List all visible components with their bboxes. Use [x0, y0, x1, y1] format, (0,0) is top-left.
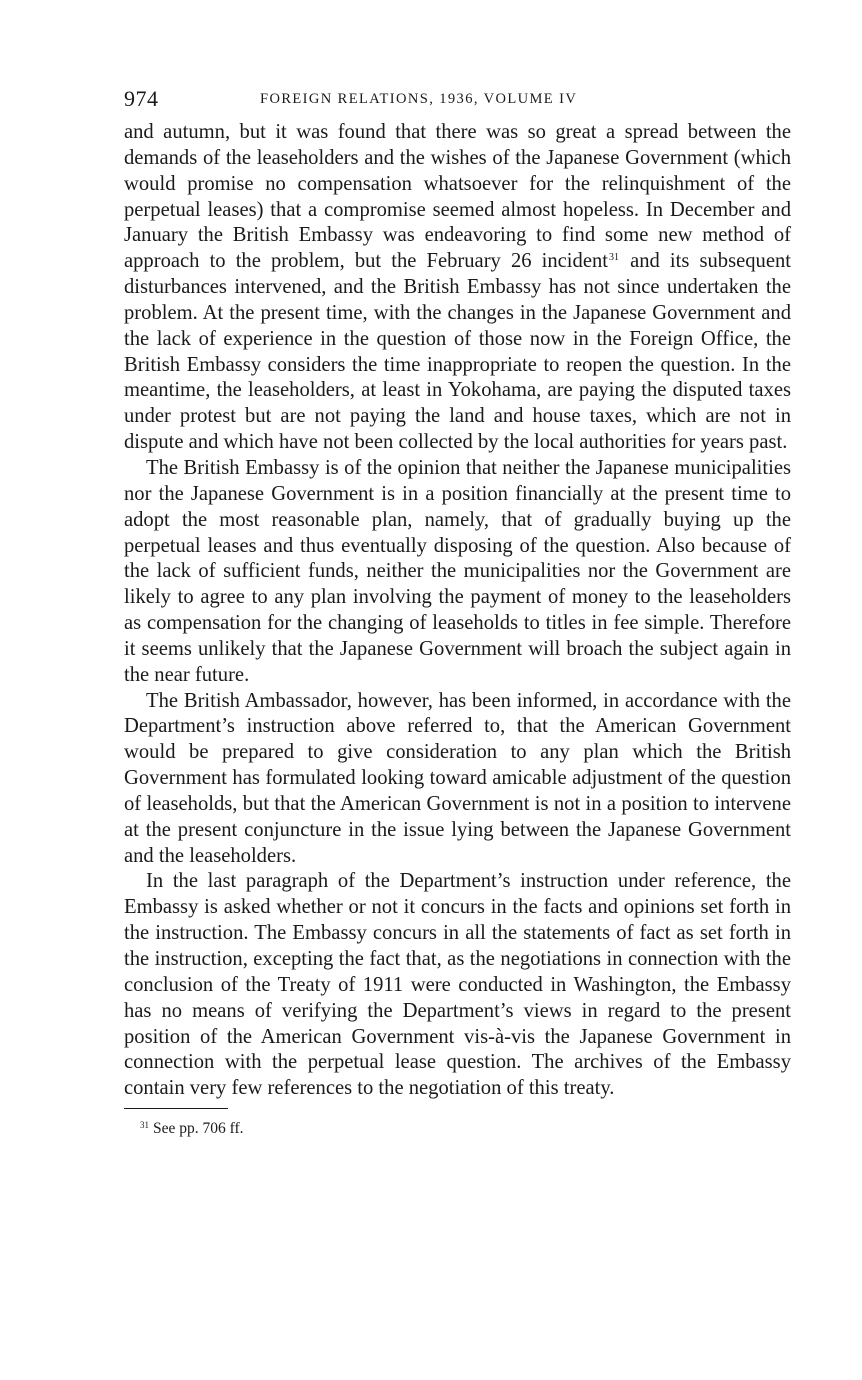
- footnote-marker: 31: [140, 1120, 149, 1131]
- running-head: [124, 86, 791, 116]
- paragraph-2: The British Embassy is of the opinion that neither the Japanese municipalities nor the Japanese Government is in a position financially at the present time to adopt the most reasonable plan, namely, that of gradually buying up the perpetual leases and thus eventually disposing of the question. Also because of the lack of sufficient funds, neither the municipalities nor the Government are likely to agree to any plan involving the payment of money to the leaseholders as compensation for the changing of leaseholds to titles in fee simple. Therefore it seems unlikely that the Japanese Government will broach the subject again in the near future.: [124, 456, 791, 686]
- footnote-divider: [124, 1108, 228, 1109]
- page-number: 974: [124, 86, 159, 111]
- paragraph-1-text-before-ref: and autumn, but it was found that there was so great a spread between the demands of the leaseholders and the wishes of the Japanese Government (which would promise no compensation whatsoever for the relinquishment of the perpetual leases) that a compromise seemed almost hopeless. In December and January the British Embassy was endeavoring to find some new method of approach to the problem, but the February 26 incident: [124, 121, 791, 273]
- footnote: [140, 1119, 791, 1139]
- running-title: FOREIGN RELATIONS, 1936, VOLUME IV: [260, 91, 578, 107]
- footnote-reference: 31: [608, 252, 619, 264]
- paragraph-4: In the last paragraph of the Department’s instruction under reference, the Embassy is asked whether or not it concurs in the facts and opinions set forth in the instruction. The Embassy concurs in all the statements of fact as set forth in the instruction, excepting the fact that, as the negotiations in connection with the conclusion of the Treaty of 1911 were conducted in Washington, the Embassy has no means of verifying the Department’s views in regard to the present position of the American Government vis-à-vis the Japanese Government in connection with the perpetual lease question. The archives of the Embassy contain very few references to the negotiation of this treaty.: [124, 870, 791, 1100]
- paragraph-1: [124, 120, 791, 456]
- body-text: [124, 120, 791, 1102]
- paragraph-3: The British Ambassador, however, has been informed, in accordance with the Department’s instruction above referred to, that the American Government would be prepared to give consideration to any plan which the British Government has formulated looking toward amicable adjustment of the question of leaseholds, but that the American Government is not in a position to intervene at the present conjuncture in the issue lying between the Japanese Government and the leaseholders.: [124, 689, 791, 867]
- book-page: [124, 86, 791, 1139]
- footnote-text: See pp. 706 ff.: [153, 1120, 244, 1138]
- paragraph-1-text-after-ref: and its subsequent disturbances intervened, and the British Embassy has not since undertaken the problem. At the present time, with the changes in the Japanese Government and the lack of experience in the question of those now in the Foreign Office, the British Embassy considers the time inappropriate to reopen the question. In the meantime, the leaseholders, at least in Yokohama, are paying the disputed taxes under protest but are not paying the land and house taxes, which are not in dispute and which have not been collected by the local authorities for years past.: [124, 250, 791, 454]
